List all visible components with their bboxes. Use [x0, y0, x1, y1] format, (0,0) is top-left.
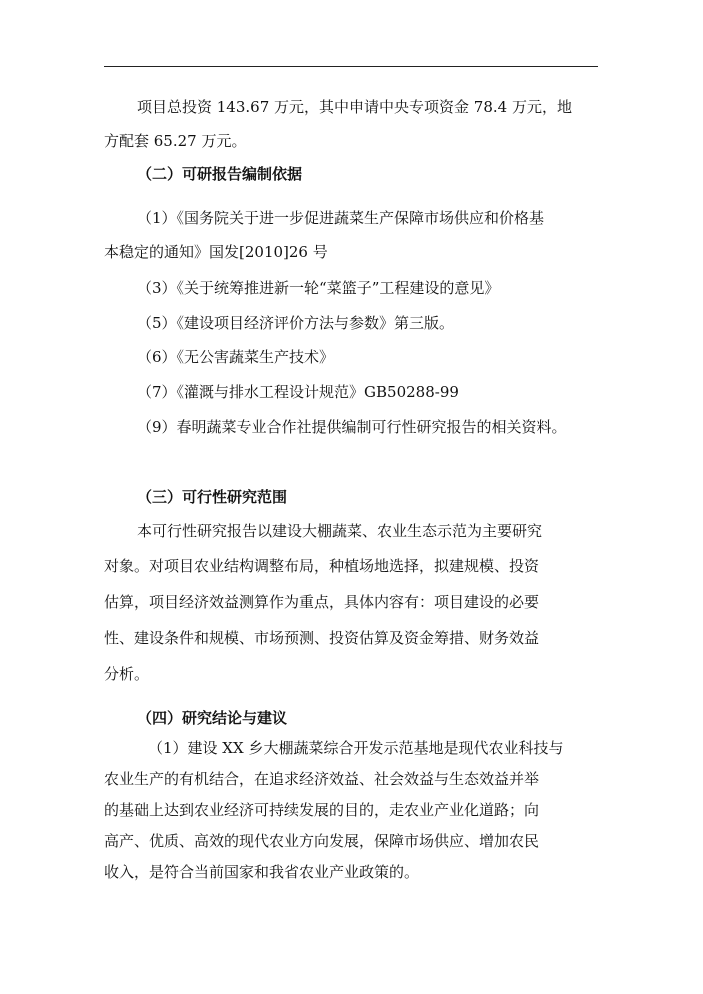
conclusion-paragraph-line-1: （1）建设 XX 乡大棚蔬菜综合开发示范基地是现代农业科技与 — [148, 739, 564, 757]
conclusion-paragraph-line-3: 的基础上达到农业经济可持续发展的目的，走农业产业化道路；向 — [104, 801, 540, 819]
basis-item-5: （5）《建设项目经济评价方法与参数》第三版。 — [137, 314, 455, 332]
scope-paragraph-line-5: 分析。 — [104, 665, 150, 683]
basis-item-7: （7）《灌溉与排水工程设计规范》GB50288-99 — [137, 383, 459, 401]
paragraph-investment-line-2: 方配套 65.27 万元。 — [104, 132, 247, 150]
section-heading-conclusion: （四）研究结论与建议 — [137, 709, 288, 727]
conclusion-paragraph-line-5: 收入，是符合当前国家和我省农业产业政策的。 — [104, 863, 420, 881]
section-heading-basis: （二）可研报告编制依据 — [137, 165, 303, 183]
conclusion-paragraph-line-2: 农业生产的有机结合，在追求经济效益、社会效益与生态效益并举 — [104, 770, 540, 788]
scope-paragraph-line-4: 性、建设条件和规模、市场预测、投资估算及资金筹措、财务效益 — [104, 629, 540, 647]
scope-paragraph-line-2: 对象。对项目农业结构调整布局，种植场地选择，拟建规模、投资 — [104, 557, 540, 575]
section-heading-scope: （三）可行性研究范围 — [137, 488, 288, 506]
header-rule — [104, 66, 598, 67]
scope-paragraph-line-1: 本可行性研究报告以建设大棚蔬菜、农业生态示范为主要研究 — [137, 522, 543, 540]
basis-item-1-line-1: （1）《国务院关于进一步促进蔬菜生产保障市场供应和价格基 — [137, 209, 545, 227]
basis-item-9: （9）春明蔬菜专业合作社提供编制可行性研究报告的相关资料。 — [137, 418, 567, 436]
paragraph-investment-line-1: 项目总投资 143.67 万元，其中申请中央专项资金 78.4 万元，地 — [137, 98, 572, 116]
basis-item-6: （6）《无公害蔬菜生产技术》 — [137, 348, 335, 366]
scope-paragraph-line-3: 估算，项目经济效益测算作为重点，具体内容有：项目建设的必要 — [104, 593, 540, 611]
basis-item-3: （3）《关于统筹推进新一轮“菜篮子”工程建设的意见》 — [137, 279, 500, 297]
conclusion-paragraph-line-4: 高产、优质、高效的现代农业方向发展，保障市场供应、增加农民 — [104, 832, 540, 850]
basis-item-1-line-2: 本稳定的通知》国发[2010]26 号 — [104, 243, 328, 261]
